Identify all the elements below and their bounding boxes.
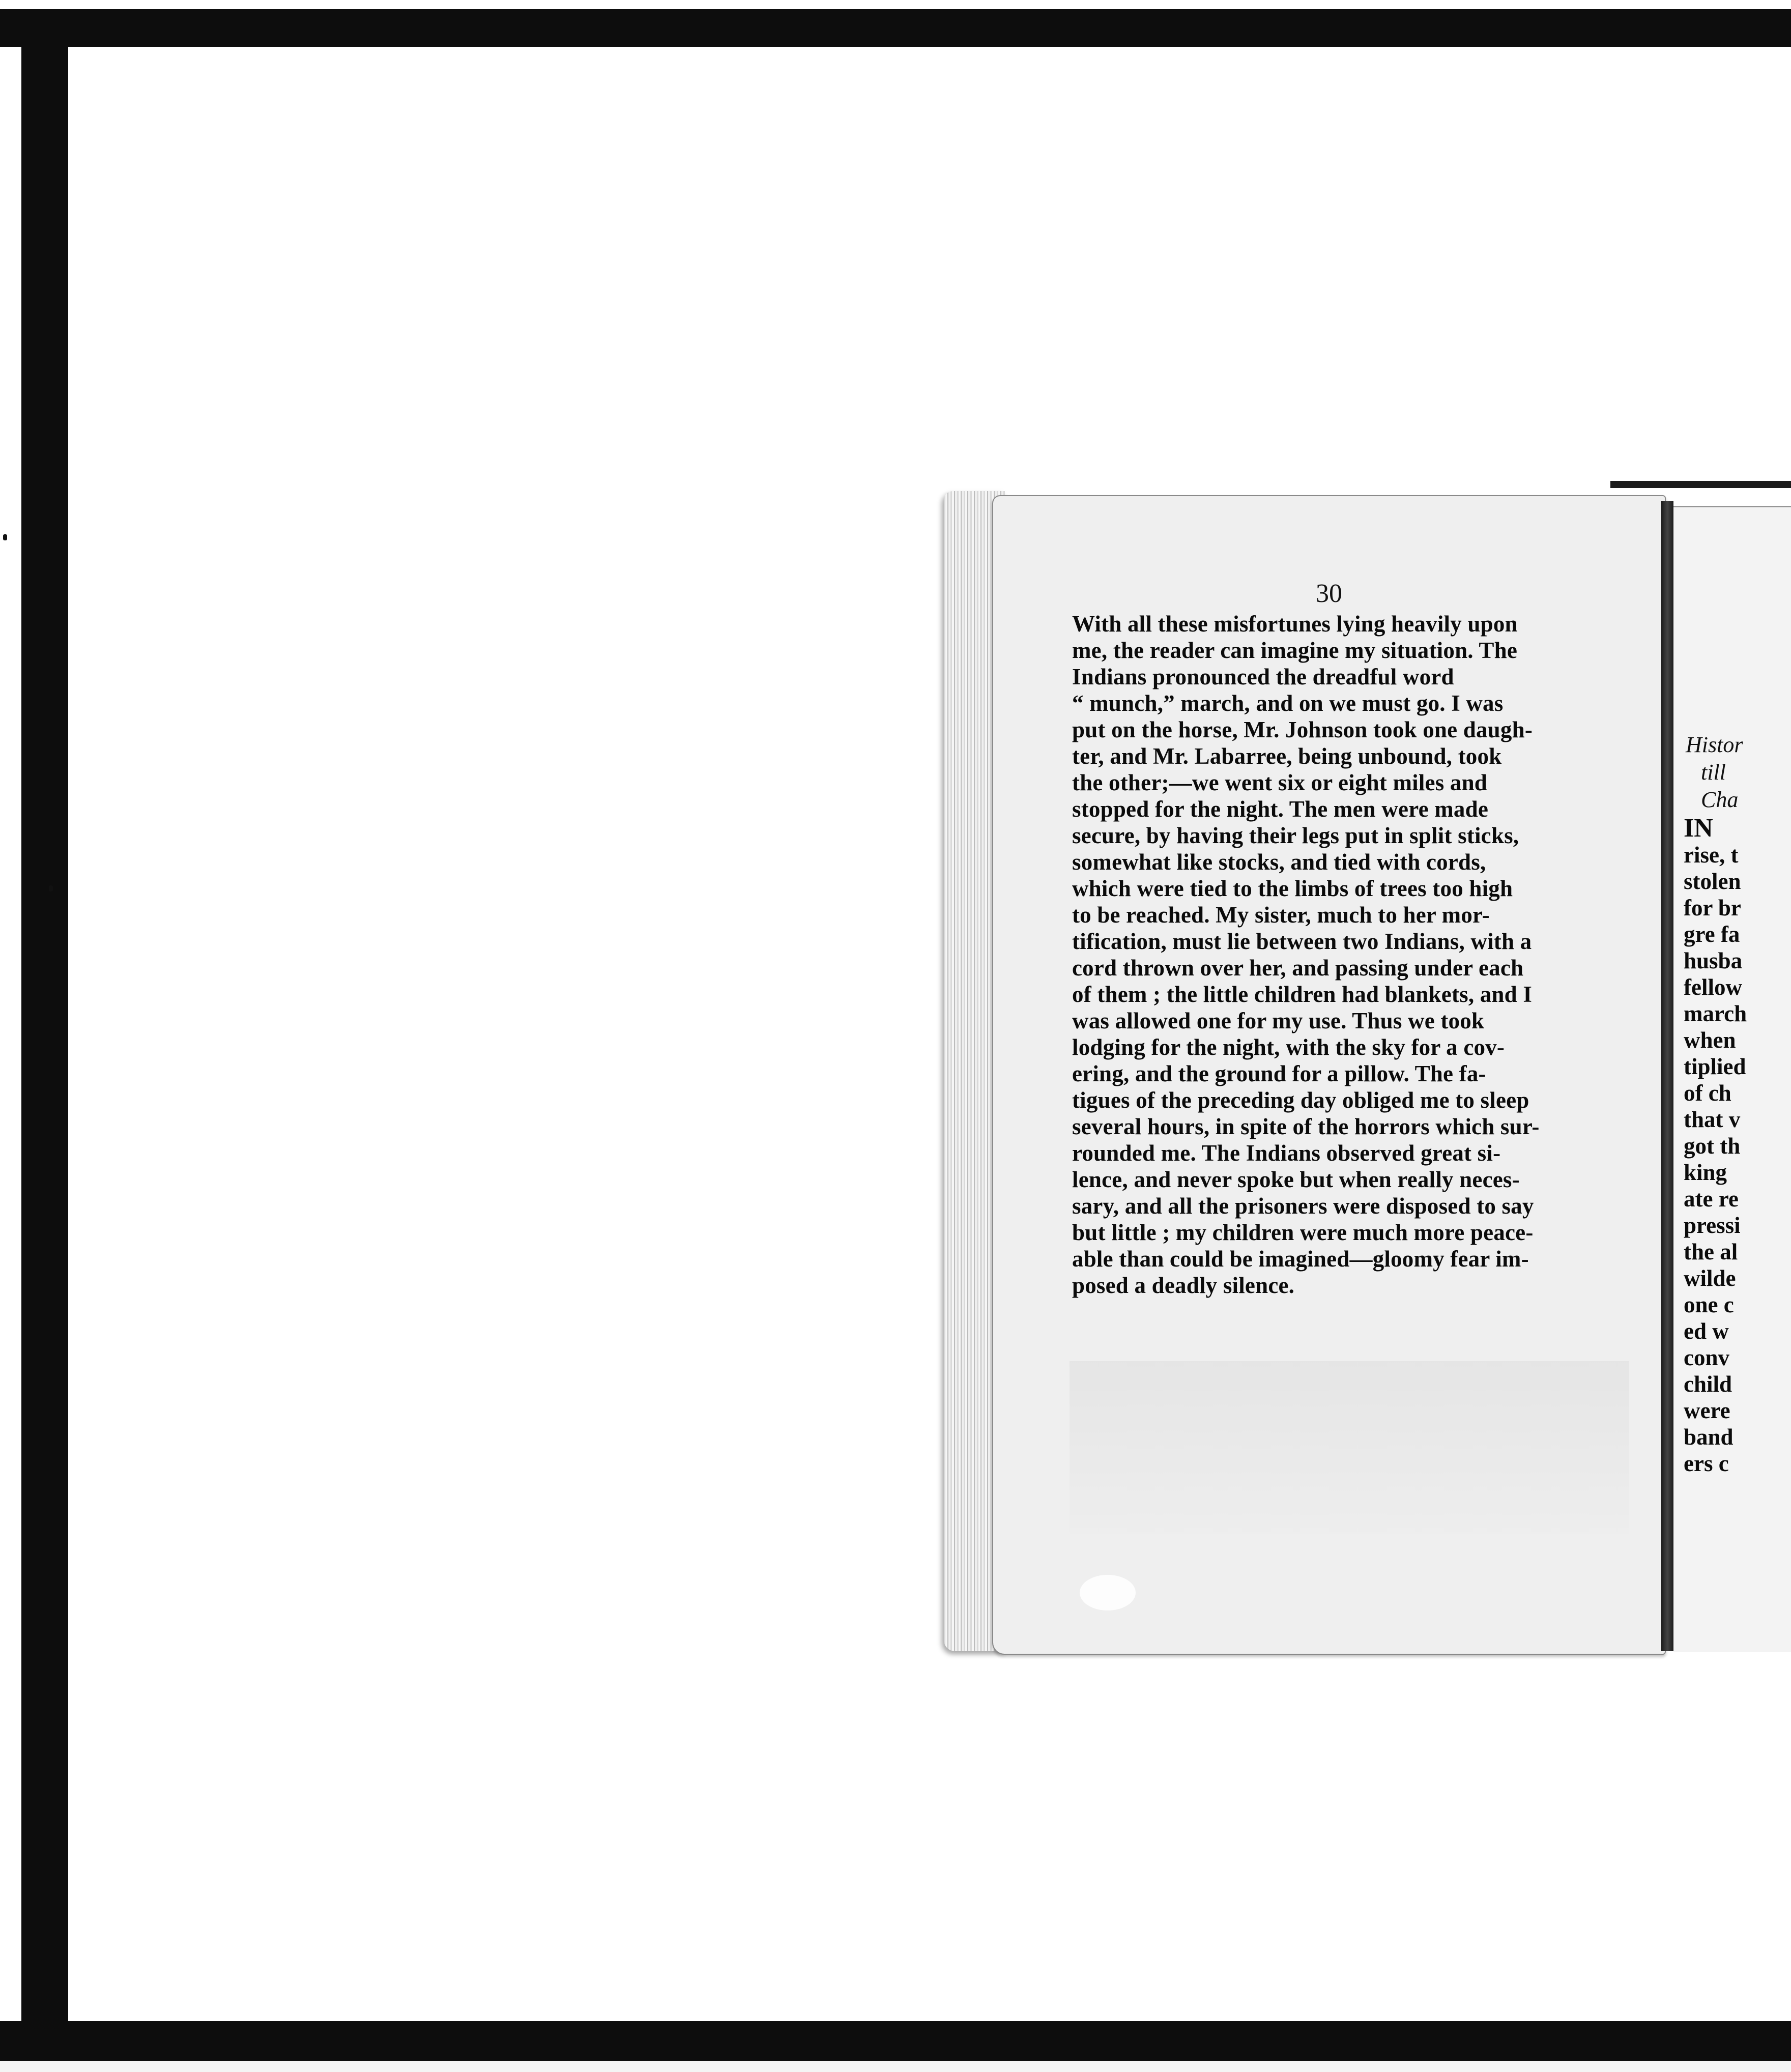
text-line: somewhat like stocks, and tied with cords,: [1072, 849, 1486, 875]
text-line: the other;—we went six or eight miles and: [1072, 770, 1488, 795]
film-frame-bottom-gap: [0, 2061, 1791, 2072]
text-line: “ munch,” march, and on we must go. I was: [1072, 690, 1504, 716]
film-speck: [49, 885, 53, 891]
text-line: fellow: [1684, 974, 1742, 1000]
text-line: the al: [1684, 1239, 1738, 1264]
text-line: posed a deadly silence.: [1072, 1273, 1295, 1298]
text-line: ering, and the ground for a pillow. The fa-: [1072, 1061, 1486, 1086]
right-page-heading: [1686, 731, 1791, 814]
text-line: when: [1684, 1027, 1736, 1053]
text-line: ate re: [1684, 1186, 1739, 1212]
text-line: stolen: [1684, 869, 1741, 894]
text-line: put on the horse, Mr. Johnson took one daugh-: [1072, 717, 1533, 742]
text-line: able than could be imagined—gloomy fear im-: [1072, 1246, 1529, 1272]
heading-line: Cha: [1701, 787, 1739, 812]
text-line: secure, by having their legs put in split sticks,: [1072, 823, 1519, 848]
text-line: was allowed one for my use. Thus we took: [1072, 1008, 1485, 1033]
text-line: march: [1684, 1001, 1747, 1026]
left-page-body-text: [1072, 611, 1627, 1299]
heading-line: Histor: [1686, 732, 1743, 757]
text-line: got th: [1684, 1133, 1741, 1159]
text-line: With all these misfortunes lying heavily upon: [1072, 611, 1518, 637]
text-line: tification, must lie between two Indians, with a: [1072, 929, 1532, 954]
text-line: rounded me. The Indians observed great si-: [1072, 1140, 1501, 1166]
show-through-shadow: [1070, 1361, 1629, 1534]
text-line: ers c: [1684, 1451, 1729, 1476]
film-frame-left: [21, 47, 68, 2021]
text-line: band: [1684, 1424, 1734, 1450]
text-line: me, the reader can imagine my situation. The: [1072, 638, 1518, 663]
text-line: Indians pronounced the dreadful word: [1072, 664, 1454, 689]
text-line: cord thrown over her, and passing under each: [1072, 955, 1524, 981]
text-line: tigues of the preceding day obliged me to sleep: [1072, 1087, 1529, 1113]
text-line: pressi: [1684, 1213, 1741, 1238]
open-book: [944, 481, 1791, 1666]
text-line: rise, t: [1684, 842, 1739, 868]
heading-line: till: [1701, 760, 1726, 785]
text-line: wilde: [1684, 1265, 1736, 1291]
text-line: were: [1684, 1398, 1730, 1423]
text-line: but little ; my children were much more peace-: [1072, 1220, 1534, 1245]
text-line: king: [1684, 1160, 1727, 1185]
text-line: of them ; the little children had blankets, and I: [1072, 982, 1533, 1007]
text-line: stopped for the night. The men were made: [1072, 796, 1488, 822]
text-line: sary, and all the prisoners were disposed to say: [1072, 1193, 1534, 1219]
text-line: husba: [1684, 948, 1743, 973]
text-line: for br: [1684, 895, 1741, 920]
text-line: tiplied: [1684, 1054, 1746, 1079]
text-line: to be reached. My sister, much to her mor-: [1072, 902, 1490, 928]
text-line: child: [1684, 1371, 1732, 1397]
book-cover-edge: [1610, 481, 1791, 488]
text-line: several hours, in spite of the horrors which sur-: [1072, 1114, 1540, 1139]
text-line: of ch: [1684, 1080, 1731, 1106]
right-page: [1673, 506, 1791, 1652]
text-line: one c: [1684, 1292, 1734, 1317]
text-line: lence, and never spoke but when really neces-: [1072, 1167, 1520, 1192]
film-frame-left-margin: [0, 47, 20, 2021]
text-line: which were tied to the limbs of trees too high: [1072, 876, 1513, 901]
text-line: that v: [1684, 1107, 1741, 1132]
film-speck: [3, 534, 7, 540]
left-page: [992, 495, 1666, 1655]
text-line: gre fa: [1684, 922, 1740, 947]
text-line: IN: [1684, 814, 1713, 843]
right-page-body-text: [1684, 815, 1791, 1477]
page-number: 30: [1316, 579, 1342, 608]
book-gutter: [1661, 501, 1673, 1651]
paper-stain: [1080, 1575, 1136, 1610]
text-line: ter, and Mr. Labarree, being unbound, took: [1072, 743, 1502, 769]
text-line: conv: [1684, 1345, 1729, 1370]
text-line: lodging for the night, with the sky for a cov-: [1072, 1034, 1505, 1060]
text-line: ed w: [1684, 1318, 1729, 1344]
film-frame-top-gap: [0, 0, 1791, 9]
